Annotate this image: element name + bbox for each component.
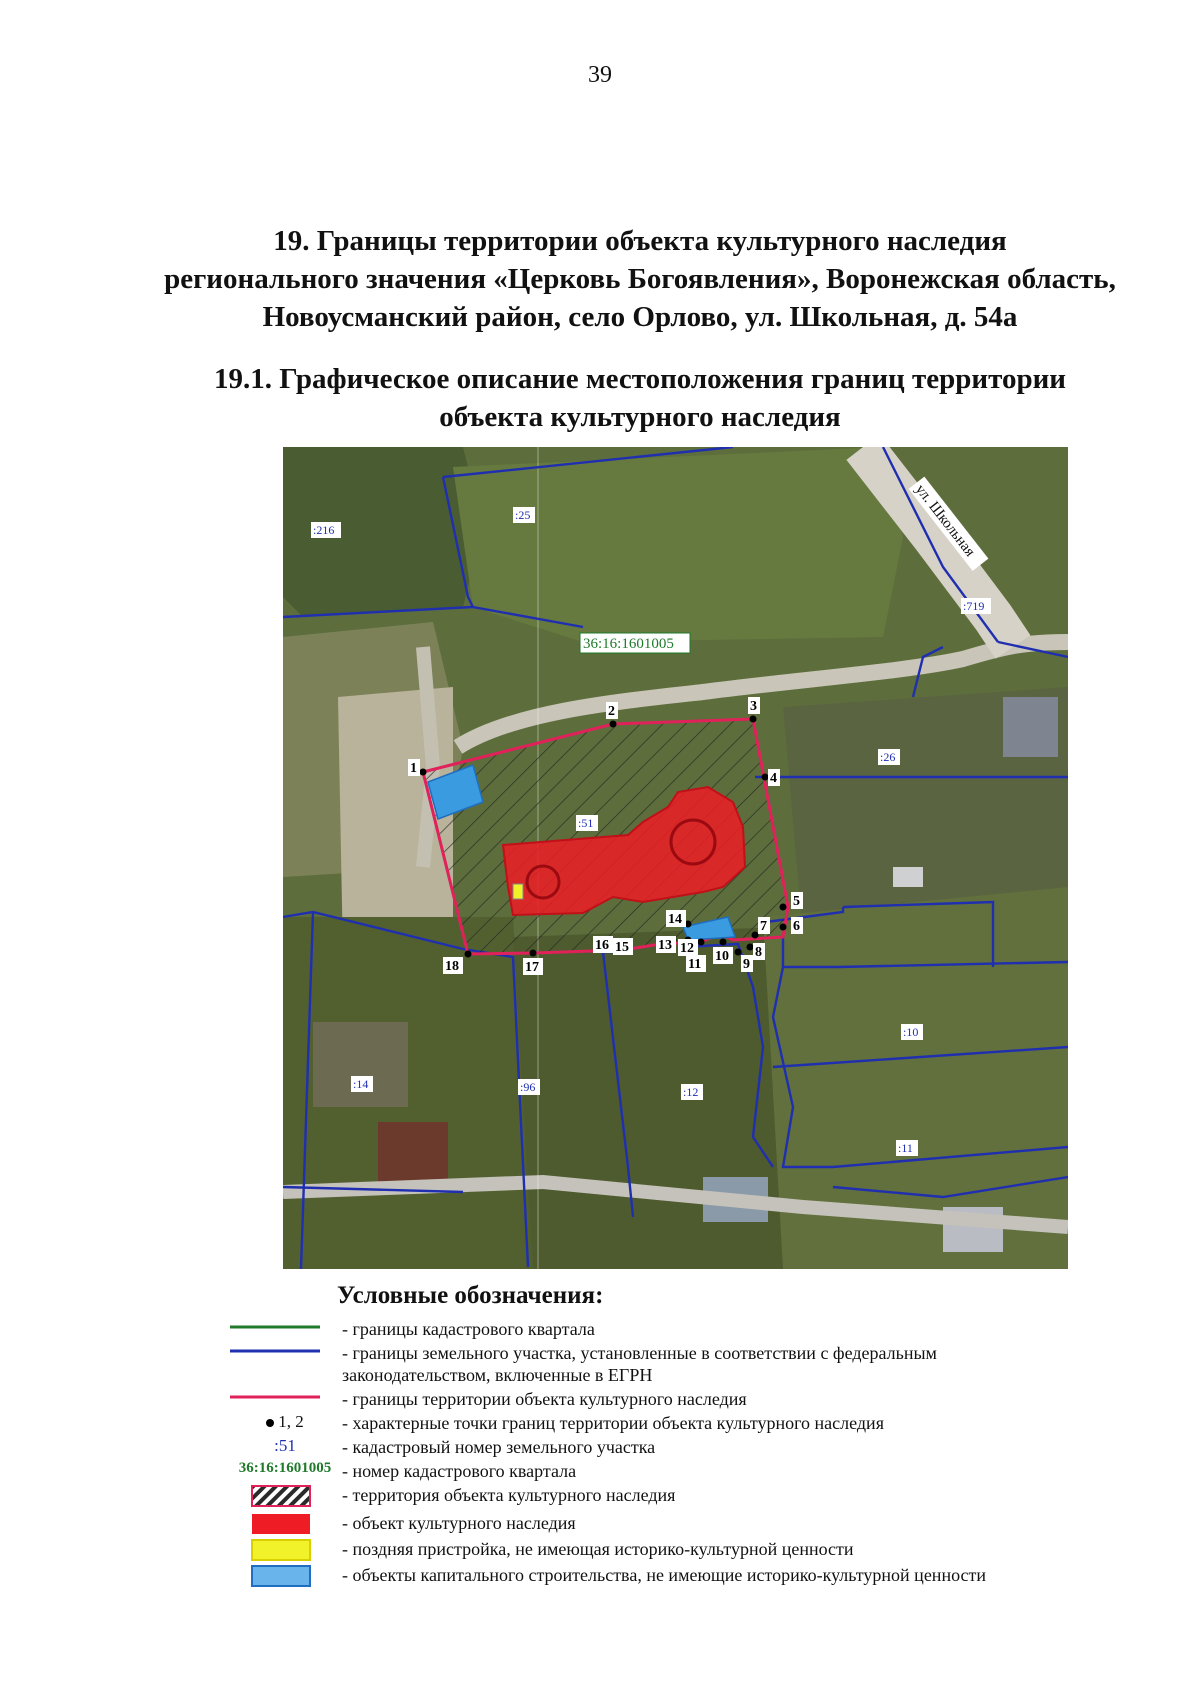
yellow-box-icon [230,1538,340,1562]
quarter-label: 36:16:1601005 [583,636,674,652]
point-label-14: 14 [668,912,682,927]
point-label-13: 13 [658,938,672,953]
point-label-8: 8 [755,945,762,960]
legend-text: - территория объекта культурного наследия [342,1485,676,1505]
subsection-title-line-1: 19.1. Графическое описание местоположения границ территории [214,363,1066,395]
cadastral-map [283,447,1068,1269]
legend-text: - объект культурного наследия [342,1513,576,1533]
parcel-label-12: :12 [683,1085,699,1099]
cadastral-map-svg [283,447,1068,1269]
point-symbol [230,1412,340,1436]
legend-item-parcel-boundary [230,1342,1130,1386]
point-label-17: 17 [525,960,539,975]
blue-line-icon [230,1342,340,1366]
red-box-icon [230,1512,340,1536]
parcel-label-25: :25 [515,508,531,522]
point-label-11: 11 [688,957,702,972]
point-label-6: 6 [793,919,800,934]
parcel-label-14: :14 [353,1077,369,1091]
building-roof [378,1122,448,1182]
legend-item-quarter-boundary [230,1318,1130,1342]
hatched-box-icon [230,1484,340,1508]
crimson-line-icon [230,1388,340,1412]
legend-item-heritage-object [230,1512,1130,1536]
vegetation-area [453,447,903,642]
street-label: ул. Школьная [911,481,978,560]
boundary-point [420,769,427,776]
section-title [150,222,1130,336]
late-annex [513,884,523,899]
boundary-point [465,951,472,958]
legend-title: Условные обозначения: [337,1282,604,1309]
page-number: 39 [588,62,612,88]
building-roof [893,867,923,887]
point-dot-icon [266,1419,274,1427]
legend-item-capital-objects [230,1564,1130,1588]
legend-text: - объекты капитального строительства, не имеющие историко-культурной ценности [342,1565,987,1585]
legend-text: - поздняя пристройка, не имеющая историко-культурной ценности [342,1539,854,1559]
green-line-icon [230,1318,340,1342]
point-label-16: 16 [595,938,609,953]
legend-text: - кадастровый номер земельного участка [342,1437,656,1457]
parcel-label-719: :719 [963,599,985,613]
legend-text: - характерные точки границ территории объекта культурного наследия [342,1413,884,1433]
point-label-2: 2 [608,704,615,719]
legend-item-points [230,1412,1130,1436]
legend-item-heritage-territory [230,1484,1130,1508]
boundary-point [762,774,769,781]
boundary-point [747,944,754,951]
point-label-10: 10 [715,949,729,964]
legend-text: - границы кадастрового квартала [342,1319,595,1339]
point-label-12: 12 [680,941,694,956]
legend-text: - границы земельного участка, установленные в соответствии с федеральным законодательством, включенные в ЕГРН [342,1343,937,1385]
boundary-point [750,716,757,723]
legend-item-late-annex [230,1538,1130,1562]
building-roof [313,1022,408,1107]
point-label-5: 5 [793,894,800,909]
building-roof [1003,697,1058,757]
quarter-number-symbol: 36:16:1601005 [238,1460,332,1476]
boundary-point [752,932,759,939]
parcel-number-symbol: :51 [274,1436,296,1455]
parcel-label-96: :96 [520,1080,536,1094]
boundary-point [735,949,742,956]
point-label-3: 3 [750,699,757,714]
boundary-point [780,924,787,931]
section-title-line-3: Новоусманский район, село Орлово, ул. Школьная, д. 54а [262,301,1018,333]
blue-box-icon [230,1564,340,1588]
parcel-label-51: :51 [578,816,594,830]
boundary-point [720,939,727,946]
legend-item-heritage-boundary [230,1388,1130,1412]
subsection-title-line-2: объекта культурного наследия [439,401,841,433]
section-title-line-2: регионального значения «Церковь Богоявления», Воронежская область, [164,263,1116,295]
point-label-18: 18 [445,959,459,974]
parcel-label-10: :10 [903,1025,919,1039]
parcel-label-11: :11 [898,1141,913,1155]
parcel-label-216: :216 [313,523,335,537]
legend-item-quarter-number [230,1460,1130,1484]
point-label-15: 15 [615,940,629,955]
section-title-line-1: 19. Границы территории объекта культурного наследия [273,225,1007,257]
subsection-title [150,360,1130,436]
legend-item-parcel-number [230,1436,1130,1460]
legend-text: - границы территории объекта культурного наследия [342,1389,747,1409]
point-label-7: 7 [760,919,767,934]
boundary-point [610,721,617,728]
point-label-1: 1 [410,761,417,776]
boundary-point [780,904,787,911]
boundary-point [698,939,705,946]
boundary-point [530,950,537,957]
point-label-4: 4 [770,771,777,786]
point-symbol-text: 1, 2 [278,1412,304,1431]
point-label-9: 9 [743,957,750,972]
parcel-label-26: :26 [880,750,896,764]
legend-text: - номер кадастрового квартала [342,1461,577,1481]
